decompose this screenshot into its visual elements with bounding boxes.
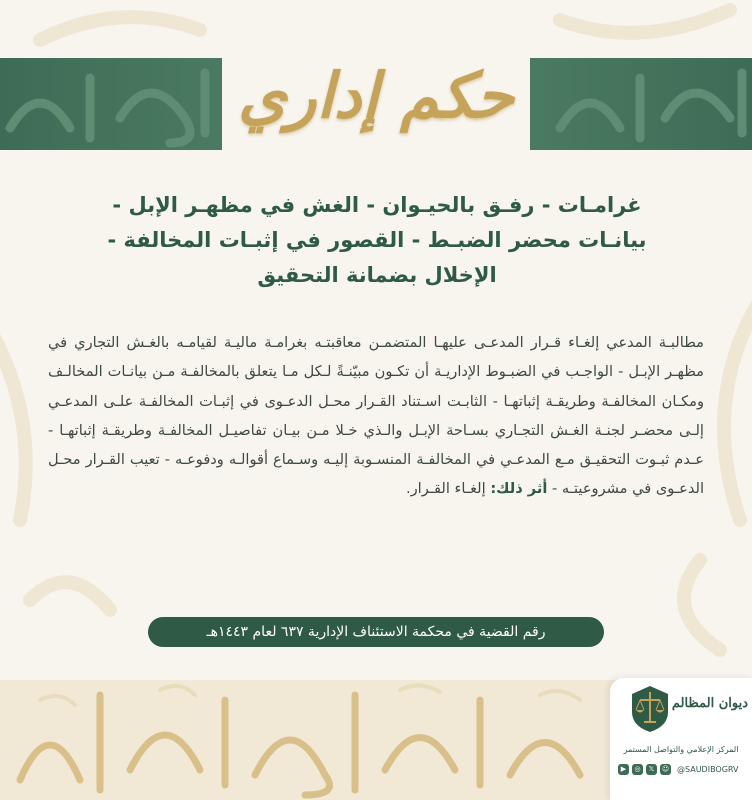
headline-line-1: غرامـات - رفـق بالحيـوان - الغش في مظهـر الإبل - bbox=[112, 193, 642, 217]
effect-label: أثر ذلك: bbox=[490, 480, 548, 498]
social-handle[interactable]: @SAUDIBOGRV bbox=[677, 764, 739, 774]
headline-line-3: الإخلال بضمانة التحقيق bbox=[257, 263, 497, 287]
scales-emblem-icon bbox=[628, 684, 672, 734]
instagram-icon[interactable]: ◎ bbox=[632, 764, 643, 775]
x-icon[interactable]: 𝕏 bbox=[646, 764, 657, 775]
headline-line-2: بيانـات محضر الضبـط - القصور في إثبـات المخالفة - bbox=[107, 228, 647, 252]
org-subtitle: المركز الإعلامي والتواصل المستمر bbox=[623, 745, 739, 754]
org-name: ديوان المظالم bbox=[671, 696, 748, 711]
youtube-icon[interactable]: ▶ bbox=[618, 764, 629, 775]
effect-value: إلغـاء القـرار. bbox=[405, 480, 491, 498]
social-links bbox=[618, 762, 748, 776]
page-title: حكم إداري bbox=[238, 58, 514, 132]
headline bbox=[40, 188, 714, 293]
snapchat-icon[interactable]: ☺ bbox=[661, 764, 670, 773]
case-number-badge bbox=[148, 617, 604, 647]
body-text: مطالبـة المدعي إلغـاء قـرار المدعـى عليهـا المتضمـن معاقبتـه بغرامـة ماليـة لقيامـه بالغـش التجاري في مظهـر الإبـل - الواجـب في الضبـوط الإداريـة أن تكـون مبيّنـةً لـكل مـا يتعلق بالمخالفـة مـن بيانـات المخالـف ومكـان المخالفـة وطريقـة إثباتهـا - الثابـت اسـتناد القـرار محـل الدعـوى في إثبـات المخالفـة علـى المدعـي إلـى محضـر لجنـة الغـش التجـاري بسـاحة الإبـل والـذي خـلا مـن بيـان تفاصيـل المخالفـة وطريقـة إثباتهـا - عـدم ثبـوت التحقيـق مـع المدعـي في المخالفـة المنسـوبة إليـه وسـماع أقوالـه ودفوعـه - تعيب القـرار محـل الدعـوى في مشروعيتـه - bbox=[48, 334, 704, 498]
case-number-text: رقم القضية في محكمة الاستئناف الإدارية ٦٣٧ لعام ١٤٤٣هـ bbox=[206, 624, 546, 640]
body-paragraph bbox=[48, 328, 704, 504]
